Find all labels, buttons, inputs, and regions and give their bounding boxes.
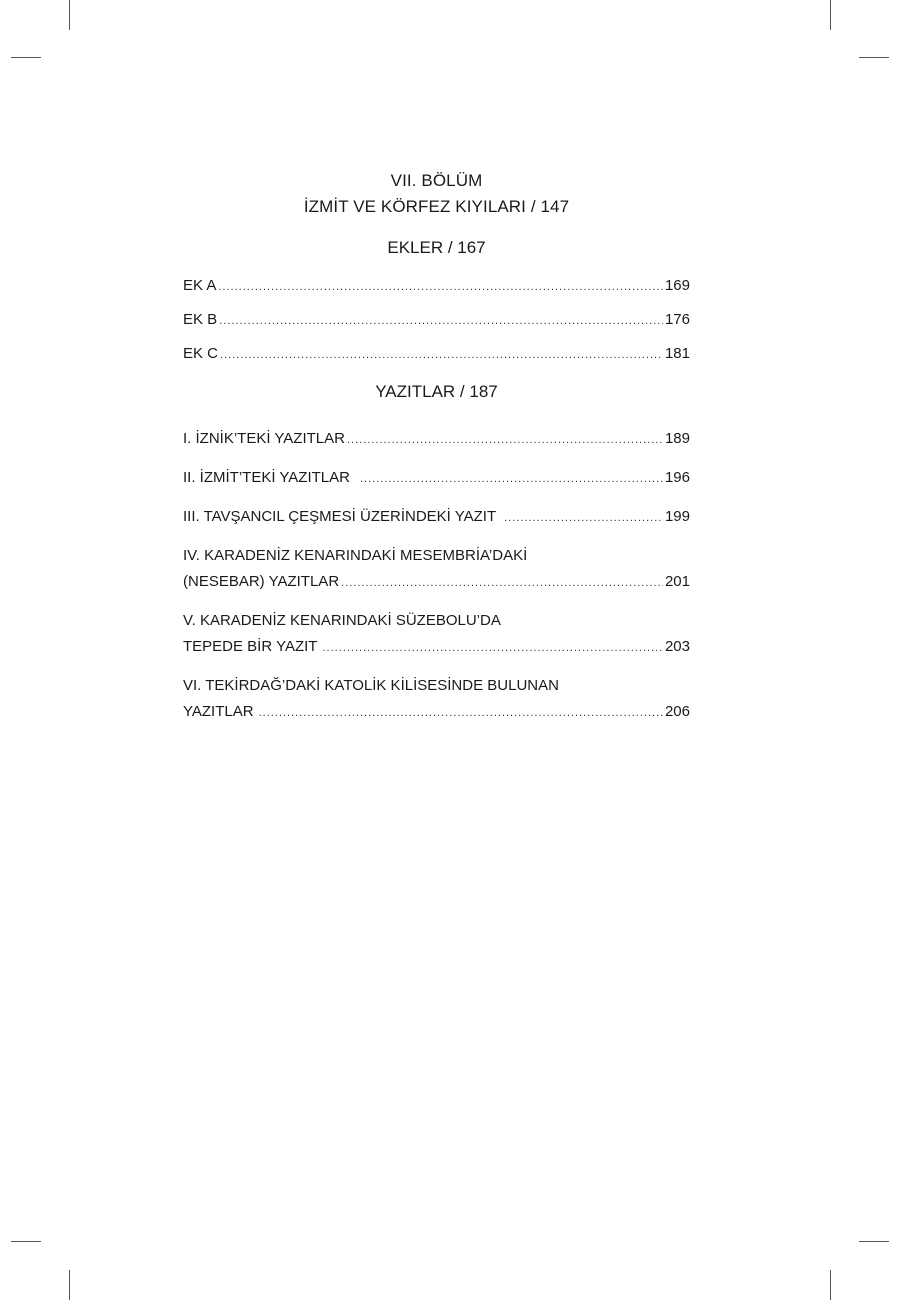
toc-entry-label: I. İZNİK’TEKİ YAZITLAR (183, 430, 345, 447)
toc-entry-ek-b[interactable] (183, 307, 690, 334)
dot-leader (360, 467, 663, 492)
dot-leader (322, 636, 662, 661)
crop-mark-top-right-h (859, 57, 889, 58)
toc-entry-first-line: V. KARADENİZ KENARINDAKİ SÜZEBOLU’DA (183, 612, 501, 629)
toc-entry-yazit-6[interactable] (183, 673, 690, 726)
toc-entry-yazit-5[interactable] (183, 608, 690, 661)
toc-entry-yazit-1[interactable] (183, 426, 690, 453)
toc-entry-label: EK A (183, 277, 217, 294)
toc-entry-label: (NESEBAR) YAZITLAR (183, 573, 340, 590)
dot-leader (220, 343, 663, 368)
toc-entry-page: 181 (664, 345, 690, 362)
yazitlar-list (183, 426, 690, 726)
dot-leader (219, 309, 663, 334)
toc-entry-ek-c[interactable] (183, 341, 690, 368)
dot-leader (259, 701, 663, 726)
toc-entry-label: II. İZMİT’TEKİ YAZITLAR (183, 469, 350, 486)
toc-entry-yazit-4[interactable] (183, 543, 690, 596)
toc-entry-label: EK B (183, 311, 218, 328)
dot-leader (504, 506, 663, 531)
table-of-contents (183, 168, 690, 726)
chapter-heading: VII. BÖLÜM (390, 171, 483, 190)
crop-mark-top-left-h (11, 57, 41, 58)
toc-entry-first-line: IV. KARADENİZ KENARINDAKİ MESEMBRİA’DAKİ (183, 547, 528, 564)
toc-entry-label: III. TAVŞANCIL ÇEŞMESİ ÜZERİNDEKİ YAZIT (183, 508, 497, 525)
toc-entry-ek-a[interactable] (183, 273, 690, 300)
toc-entry-page: 189 (664, 430, 690, 447)
crop-mark-bottom-left-h (11, 1241, 41, 1242)
toc-entry-page: 203 (664, 638, 690, 655)
toc-entry-second-line (183, 699, 690, 726)
toc-entry-page: 169 (664, 277, 690, 294)
chapter-title: İZMİT VE KÖRFEZ KIYILARI / 147 (303, 197, 570, 216)
crop-mark-bottom-right-h (859, 1241, 889, 1242)
toc-entry-page: 176 (664, 311, 690, 328)
dot-leader (341, 571, 663, 596)
dot-leader (218, 275, 663, 300)
toc-entry-first-line: VI. TEKİRDAĞ’DAKİ KATOLİK KİLİSESİNDE BULUNAN (183, 677, 559, 694)
toc-entry-page: 201 (664, 573, 690, 590)
ekler-list (183, 273, 690, 368)
toc-entry-label: EK C (183, 345, 219, 362)
toc-entry-second-line (183, 569, 690, 596)
toc-entry-page: 199 (664, 508, 690, 525)
toc-entry-page: 196 (664, 469, 690, 486)
toc-entry-label: TEPEDE BİR YAZIT (183, 638, 318, 655)
toc-entry-page: 206 (664, 703, 690, 720)
crop-mark-bottom-left (69, 1270, 70, 1300)
dot-leader (347, 428, 663, 453)
toc-entry-second-line (183, 634, 690, 661)
crop-mark-top-left (69, 0, 70, 30)
toc-entry-label: YAZITLAR (183, 703, 254, 720)
toc-entry-yazit-3[interactable] (183, 504, 690, 531)
ekler-heading: EKLER / 167 (387, 238, 486, 257)
crop-mark-top-right (830, 0, 831, 30)
crop-mark-bottom-right (830, 1270, 831, 1300)
toc-entry-yazit-2[interactable] (183, 465, 690, 492)
yazitlar-heading: YAZITLAR / 187 (375, 382, 498, 401)
